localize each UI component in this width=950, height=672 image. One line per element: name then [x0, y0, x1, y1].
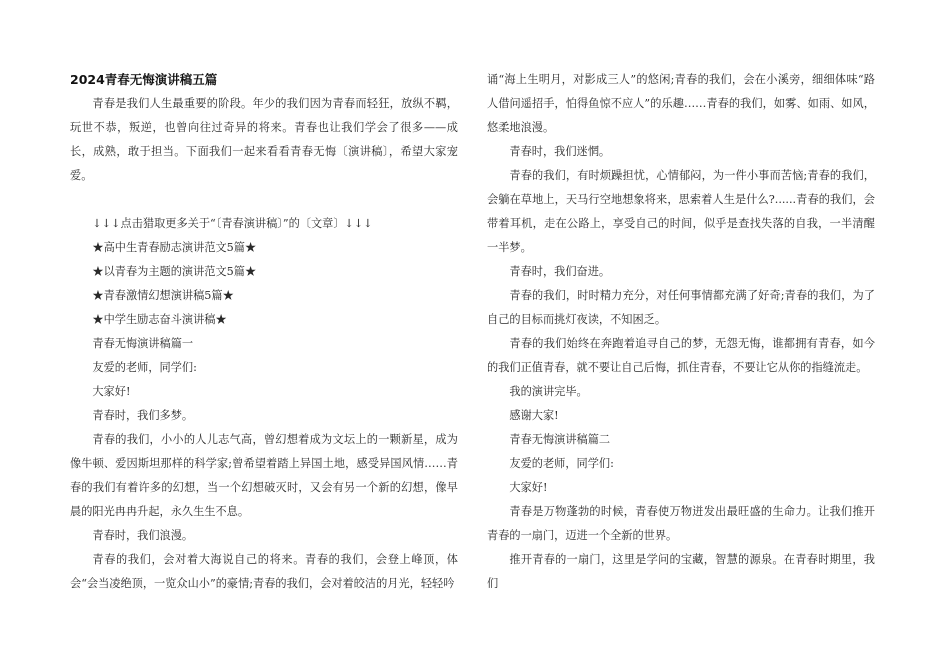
- salutation: 友爱的老师，同学们:: [509, 457, 614, 470]
- body-paragraph: 青春时，我们多梦。: [92, 409, 194, 422]
- body-paragraph: 青春的我们，时时精力充分，对任何事情都充满了好奇;青春的我们，为了自己的目标而挑灯夜读，不知困乏。: [487, 289, 875, 326]
- body-paragraph: 青春的我们，小小的人儿志气高，曾幻想着成为文坛上的一颗新星，成为像牛顿、爱因斯坦那样的科学家;曾希望着踏上异国土地，感受异国风情……青春的我们有着许多的幻想，当一个幻想破灭时，又会有另一个新的幻想，像早晨的阳光冉冉升起，永久生生不息。: [70, 433, 458, 518]
- intro-paragraph: 青春是我们人生最重要的阶段。年少的我们因为青春而轻狂，放纵不羁，玩世不恭，叛逆，也曾向往过奇异的将来。青春也让我们学会了很多——成长，成熟，敢于担当。下面我们一起来看看青春无悔〔演讲稿〕，希望大家宠爱。: [70, 97, 458, 182]
- left-column: [70, 70, 458, 596]
- related-link-4[interactable]: ★中学生励志奋斗演讲稿★: [92, 313, 227, 326]
- greeting: 大家好!: [509, 481, 548, 494]
- related-link-3[interactable]: ★青春激情幻想演讲稿5篇★: [92, 289, 234, 302]
- related-link-2[interactable]: ★以青春为主题的演讲范文5篇★: [92, 265, 257, 278]
- greeting: 大家好!: [92, 385, 131, 398]
- body-paragraph: 青春的我们，会对着大海说自己的将来。青春的我们，会登上峰顶，体会“会当凌绝顶，一览众山小”的豪情;青春的我们，会对着皎洁的月光，轻轻吟: [70, 553, 458, 590]
- section-heading-2: 青春无悔演讲稿篇二: [509, 433, 611, 446]
- body-paragraph: 青春时，我们奋进。: [509, 265, 611, 278]
- body-paragraph: 青春时，我们浪漫。: [92, 529, 194, 542]
- section-heading-1: 青春无悔演讲稿篇一: [92, 337, 194, 350]
- salutation: 友爱的老师，同学们:: [92, 361, 197, 374]
- right-column: [487, 68, 875, 596]
- blank-line: [70, 188, 458, 212]
- related-articles-link[interactable]: ↓↓↓点击猎取更多关于“〔青春演讲稿〕”的〔文章〕↓↓↓: [92, 217, 373, 230]
- body-paragraph: 青春时，我们迷惘。: [509, 145, 611, 158]
- closing-line: 我的演讲完毕。: [509, 385, 588, 398]
- related-link-1[interactable]: ★高中生青春励志演讲范文5篇★: [92, 241, 257, 254]
- body-paragraph-continued: 诵“海上生明月，对影成三人”的悠闲;青春的我们，会在小溪旁，细细体味“路人借问遥招手，怕得鱼惊不应人”的乐趣……青春的我们，如雾、如雨、如风，悠柔地浪漫。: [487, 73, 875, 134]
- document-title: 2024青春无悔演讲稿五篇: [70, 72, 218, 87]
- body-paragraph: 青春的我们始终在奔跑着追寻自己的梦，无怨无悔，谁都拥有青春，如今的我们正值青春，就不要让自己后悔，抓住青春，不要让它从你的指缝流走。: [487, 337, 875, 374]
- thanks-line: 感谢大家!: [509, 409, 559, 422]
- body-paragraph: 青春是万物蓬勃的时候，青春使万物迸发出最旺盛的生命力。让我们推开青春的一扇门，迈进一个全新的世界。: [487, 505, 875, 542]
- body-paragraph: 青春的我们，有时烦躁担忧，心情郁闷，为一件小事而苦恼;青春的我们，会躺在草地上，天马行空地想象将来，思索着人生是什么?......青春的我们，会带着耳机，走在公路上，享受自己的时间，似乎是查找失落的自我，一半清醒一半梦。: [487, 169, 875, 254]
- body-paragraph: 推开青春的一扇门，这里是学问的宝藏，智慧的源泉。在青春时期里，我们: [487, 553, 875, 590]
